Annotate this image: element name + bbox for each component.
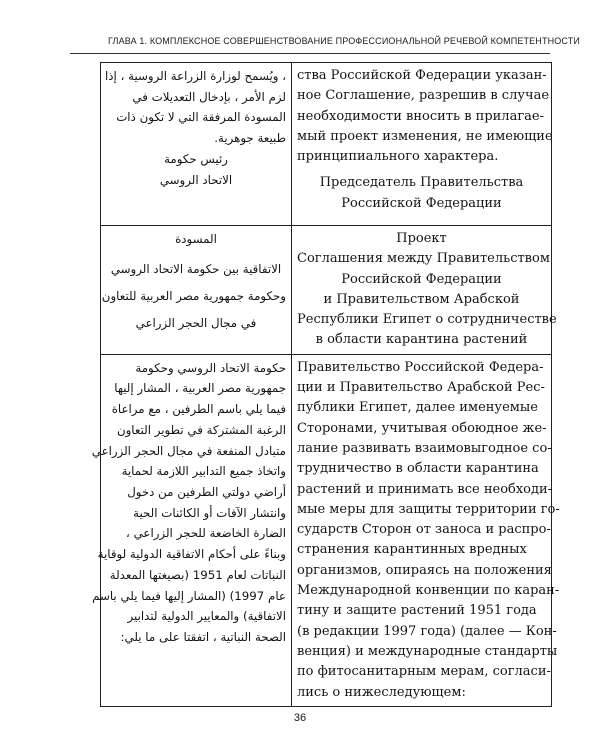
arabic-cell xyxy=(91,354,292,706)
russian-line: лись о нижеследующем: xyxy=(297,684,466,700)
arabic-line: جمهورية مصر العربية ، المشار إليها xyxy=(114,381,286,396)
arabic-line: عام 1997) (المشار إليها فيما يلي باسم xyxy=(92,588,286,603)
russian-line: трудничество в области карантина xyxy=(297,461,539,477)
russian-line: мые меры для защиты территории го- xyxy=(297,501,560,517)
arabic-line: الصحة النباتية ، اتفقتا على ما يلي: xyxy=(120,629,286,644)
arabic-line: أراضي دولتي الطرفين من دخول xyxy=(127,485,286,499)
russian-title-line: Российской Федерации xyxy=(341,271,502,287)
russian-line: (в редакции 1997 года) (далее — Кон- xyxy=(297,623,557,639)
arabic-line: حكومة الاتحاد الروسي وحكومة xyxy=(135,360,286,375)
russian-cell xyxy=(292,226,557,355)
russian-title-line: и Правительством Арабской xyxy=(323,291,520,307)
russian-line: организмов, опираясь на положения xyxy=(297,562,552,578)
russian-title-line: Соглашения между Правительством xyxy=(297,251,550,267)
russian-line: публики Египет, далее именуемые xyxy=(297,400,538,416)
russian-line: Правительство Российской Федера- xyxy=(297,359,544,375)
russian-line: необходимости вносить в прилагае- xyxy=(297,108,544,124)
arabic-cell xyxy=(101,63,292,226)
russian-title-line: Республики Египет о сотрудничестве xyxy=(297,312,557,328)
russian-line: тину и защите растений 1951 года xyxy=(297,603,537,619)
russian-line: принципиального характера. xyxy=(297,149,499,165)
russian-line: Сторонами, учитывая обоюдное же- xyxy=(297,420,547,436)
russian-line: сударств Сторон от заноса и распро- xyxy=(297,522,551,538)
russian-line: ства Российской Федерации указан- xyxy=(297,68,547,83)
arabic-line: المسودة المرفقة التي لا تكون ذات xyxy=(116,110,286,125)
russian-line: лание развивать взаимовыгодное со- xyxy=(297,440,552,456)
arabic-draft-label: المسودة xyxy=(175,232,217,246)
russian-line: по фитосанитарным мерам, согласи- xyxy=(297,664,551,680)
arabic-line: وانتشار الآفات أو الكائنات الحية xyxy=(133,505,286,520)
arabic-title-line: في مجال الحجر الزراعي xyxy=(135,315,257,330)
arabic-title-line: الاتفاقية بين حكومة الاتحاد الروسي xyxy=(110,261,282,276)
bilingual-table xyxy=(91,62,560,707)
arabic-line: الرغبة المشتركة في تطوير التعاون xyxy=(116,422,286,437)
table-row xyxy=(101,63,552,226)
arabic-line: واتخاذ جميع التدابير اللازمة لحماية xyxy=(121,464,286,479)
arabic-title-line: وحكومة جمهورية مصر العربية للتعاون xyxy=(101,288,286,303)
arabic-signatory-title: رئيس حكومة xyxy=(164,151,228,166)
russian-title-line: в области карантина растений xyxy=(315,332,528,348)
page-number: 36 xyxy=(293,712,307,724)
russian-line: мый проект изменения, не имеющие xyxy=(297,128,553,144)
arabic-line: الاتفاقية) والمعايير الدولية لتدابير xyxy=(127,609,286,624)
russian-line: ции и Правительство Арабской Рес- xyxy=(297,380,545,396)
table-row xyxy=(101,354,552,706)
arabic-signatory-org: الاتحاد الروسي xyxy=(159,172,233,187)
running-header: ГЛАВА 1. КОМПЛЕКСНОЕ СОВЕРШЕНСТВОВАНИЕ ПРОФЕССИОНАЛЬНОЙ РЕЧЕВОЙ КОМПЕТЕНТНОСТИ xyxy=(108,36,581,46)
arabic-cell xyxy=(101,226,292,355)
header-rule xyxy=(70,53,550,54)
russian-signatory-title: Председатель Правительства xyxy=(319,175,524,191)
russian-cell xyxy=(292,63,552,226)
russian-draft-label: Проект xyxy=(396,231,447,246)
arabic-line: ، ويُسمح لوزارة الزراعة الروسية ، إذا xyxy=(105,69,286,83)
arabic-line: فيما يلي باسم الطرفين ، مع مراعاة xyxy=(111,402,286,417)
arabic-line: الضارة الخاضعة للحجر الزراعي ، xyxy=(126,526,286,541)
arabic-line: لزم الأمر ، بإدخال التعديلات في xyxy=(132,89,286,104)
russian-line: ное Соглашение, разрешив в случае xyxy=(297,88,550,104)
russian-cell xyxy=(292,354,560,706)
russian-line: странения карантинных вредных xyxy=(297,542,527,558)
arabic-line: النباتات لعام 1951 (بصيغتها المعدلة xyxy=(109,567,286,582)
russian-line: растений и принимать все необходи- xyxy=(297,481,553,497)
arabic-line: وبناءً على أحكام الاتفاقية الدولية لوقاية xyxy=(97,547,286,562)
russian-line: Международной конвенции по каран- xyxy=(297,583,560,599)
russian-signatory-org: Российской Федерации xyxy=(341,195,502,211)
arabic-line: طبيعة جوهرية. xyxy=(214,131,286,146)
table-row xyxy=(101,226,552,355)
arabic-line: متبادل المنفعة في مجال الحجر الزراعي xyxy=(91,443,286,458)
russian-line: венция) и международные стандарты xyxy=(297,643,558,659)
